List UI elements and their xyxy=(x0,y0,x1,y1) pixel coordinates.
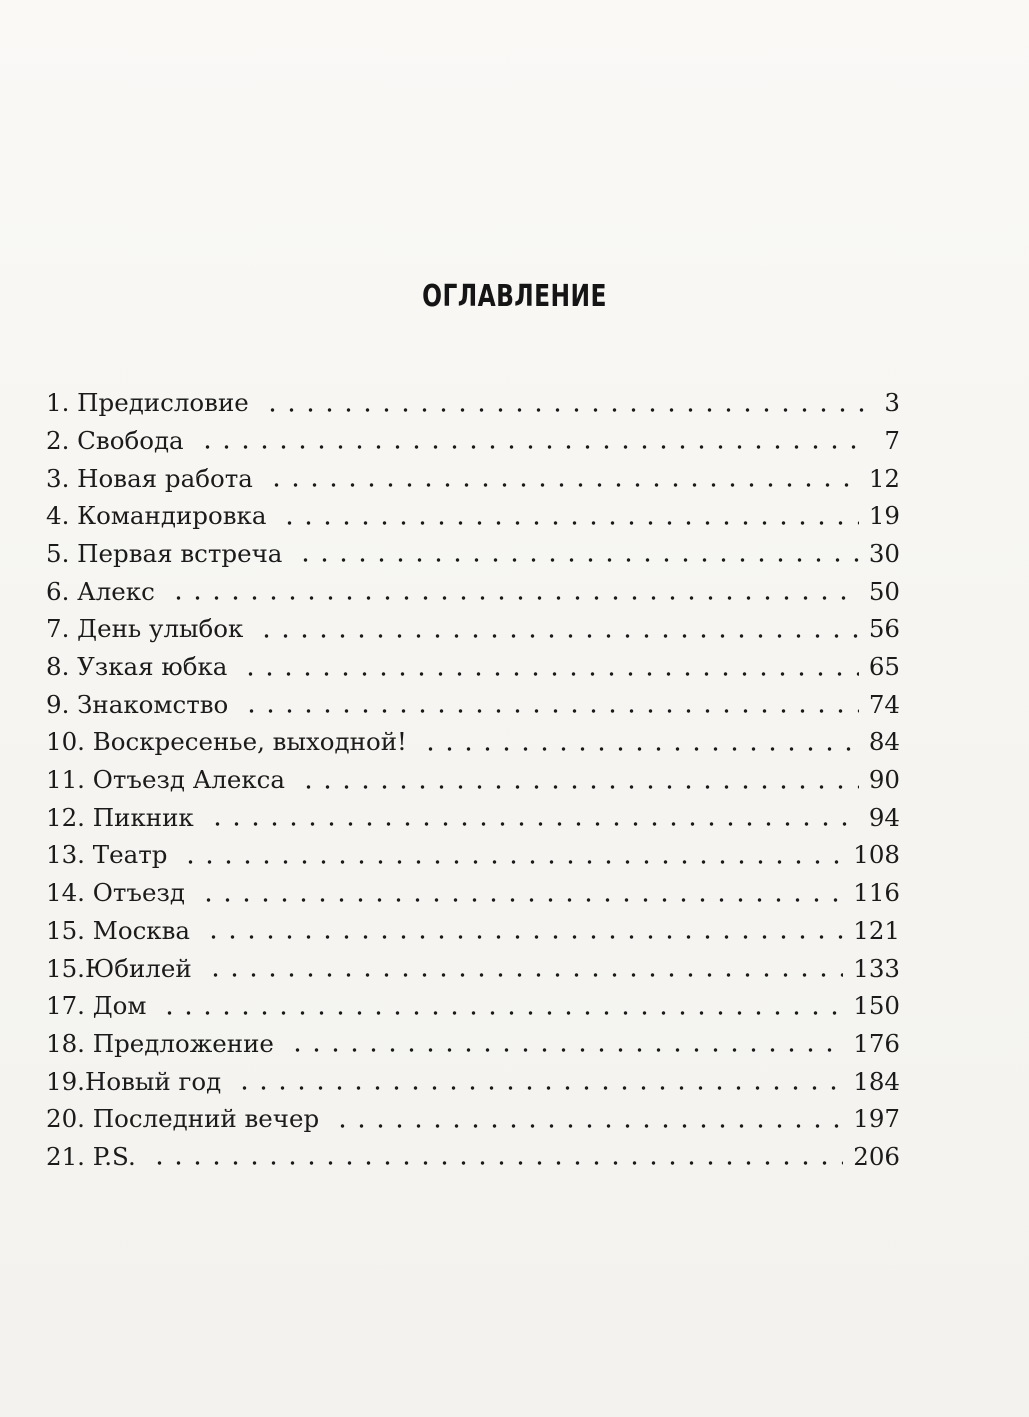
toc-entry xyxy=(46,1096,900,1134)
toc-entry-title: 15.Юбилей xyxy=(46,953,192,983)
dot-leader xyxy=(206,972,844,978)
toc-entry-page-number: 90 xyxy=(868,765,900,795)
toc-entry-page-number: 176 xyxy=(853,1028,900,1058)
toc-entry xyxy=(46,870,900,908)
dot-leader xyxy=(288,1047,843,1053)
toc-entry xyxy=(46,644,900,682)
toc-entry-page-number: 108 xyxy=(853,840,900,870)
toc-entry xyxy=(46,380,900,418)
toc-entry-title: 4. Командировка xyxy=(46,501,267,531)
toc-entry-title: 11. Отъезд Алекса xyxy=(46,765,285,795)
toc-entry xyxy=(46,1134,900,1172)
toc-entry xyxy=(46,455,900,493)
toc-entry xyxy=(46,568,900,606)
dot-leader xyxy=(199,897,843,903)
toc-entry-title: 2. Свобода xyxy=(46,425,184,455)
toc-entry-title: 7. День улыбок xyxy=(46,614,244,644)
toc-entry xyxy=(46,1058,900,1096)
toc-entry xyxy=(46,606,900,644)
dot-leader xyxy=(198,444,866,450)
toc-entry xyxy=(46,493,900,531)
toc-entry-page-number: 197 xyxy=(853,1104,900,1134)
toc-entry-title: 14. Отъезд xyxy=(46,878,185,908)
dot-leader xyxy=(296,557,858,563)
toc-entry-page-number: 121 xyxy=(853,915,900,945)
toc-entry-page-number: 7 xyxy=(884,425,900,455)
dot-leader xyxy=(208,821,859,827)
toc-entry xyxy=(46,418,900,456)
toc-entry-title: 6. Алекс xyxy=(46,576,155,606)
dot-leader xyxy=(280,520,858,526)
toc-entry-title: 19.Новый год xyxy=(46,1066,222,1096)
dot-leader xyxy=(267,482,859,488)
toc-entry-title: 20. Последний вечер xyxy=(46,1104,320,1134)
toc-entry xyxy=(46,983,900,1021)
toc-entry-title: 13. Театр xyxy=(46,840,168,870)
toc-entry-title: 17. Дом xyxy=(46,991,147,1021)
dot-leader xyxy=(257,633,858,639)
toc-entry-page-number: 19 xyxy=(868,501,900,531)
toc-entry-page-number: 30 xyxy=(868,538,900,568)
toc-title: ОГЛАВЛЕНИЕ xyxy=(422,279,607,314)
dot-leader xyxy=(242,708,859,714)
dot-leader xyxy=(150,1160,843,1166)
toc-entry xyxy=(46,1021,900,1059)
dot-leader xyxy=(204,934,843,940)
toc-entry-page-number: 84 xyxy=(868,727,900,757)
toc-entry-page-number: 74 xyxy=(868,689,900,719)
dot-leader xyxy=(181,859,843,865)
toc-entry-page-number: 56 xyxy=(868,614,900,644)
toc-entry-title: 21. P.S. xyxy=(46,1141,136,1171)
toc-entry-title: 8. Узкая юбка xyxy=(46,652,228,681)
toc-entry xyxy=(46,531,900,569)
dot-leader xyxy=(235,1085,843,1091)
dot-leader xyxy=(299,784,859,790)
dot-leader xyxy=(333,1123,843,1129)
toc-entry xyxy=(46,795,900,833)
toc-entry-title: 12. Пикник xyxy=(46,802,194,832)
toc-entry xyxy=(46,757,900,795)
toc-entry-page-number: 184 xyxy=(853,1066,900,1096)
toc-entry-title: 3. Новая работа xyxy=(46,463,253,493)
table-of-contents xyxy=(46,380,900,1171)
toc-entry-page-number: 65 xyxy=(868,652,900,681)
toc-entry-page-number: 3 xyxy=(884,388,900,418)
toc-entry-page-number: 133 xyxy=(853,953,900,983)
dot-leader xyxy=(169,595,859,601)
dot-leader xyxy=(263,407,866,413)
toc-entry-page-number: 206 xyxy=(853,1141,900,1171)
toc-entry-title: 10. Воскресенье, выходной! xyxy=(46,727,407,757)
toc-entry-title: 9. Знакомство xyxy=(46,689,229,719)
toc-entry-title: 1. Предисловие xyxy=(46,388,249,418)
toc-entry-title: 5. Первая встреча xyxy=(46,538,283,568)
toc-entry-page-number: 50 xyxy=(868,576,900,606)
toc-entry-page-number: 12 xyxy=(868,463,900,493)
toc-entry-page-number: 94 xyxy=(868,802,900,832)
toc-entry xyxy=(46,908,900,946)
toc-entry xyxy=(46,832,900,870)
toc-entry xyxy=(46,719,900,757)
toc-entry-page-number: 150 xyxy=(853,991,900,1021)
dot-leader xyxy=(421,746,859,752)
dot-leader xyxy=(241,671,858,677)
toc-entry-page-number: 116 xyxy=(853,878,900,908)
toc-entry xyxy=(46,682,900,720)
toc-entry xyxy=(46,945,900,983)
toc-entry-title: 15. Москва xyxy=(46,915,191,945)
toc-entry-title: 18. Предложение xyxy=(46,1028,274,1058)
dot-leader xyxy=(160,1010,843,1016)
